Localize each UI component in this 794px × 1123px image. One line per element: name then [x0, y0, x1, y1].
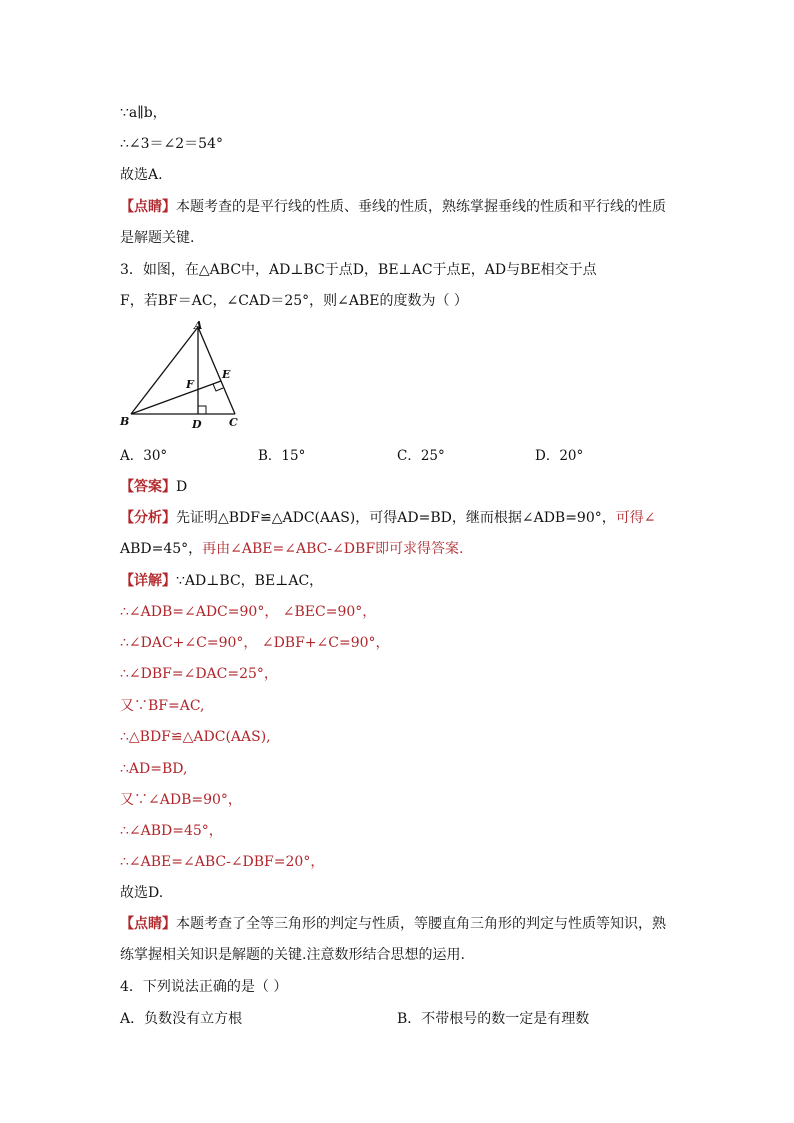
detail-step-1: ∴∠ADB=∠ADC=90°， ∠BEC=90°，: [120, 604, 377, 620]
answer-tag: 【答案】: [120, 479, 176, 495]
point-summary-2: 是解题关键.: [120, 230, 195, 246]
choose-a: 故选A.: [120, 167, 163, 183]
detail-step-5: ∴△BDF≌△ADC(AAS),: [120, 729, 271, 745]
point-line-2: 练掌握相关知识是解题的关键.注意数形结合思想的运用.: [120, 947, 465, 963]
detail-step-6: ∴AD=BD,: [120, 761, 188, 777]
detail-step-8: ∴∠ABD=45°，: [120, 823, 223, 839]
option-b: B．15°: [258, 448, 306, 464]
detail-step-2: ∴∠DAC+∠C=90°， ∠DBF+∠C=90°，: [120, 635, 390, 651]
option-a: A．30°: [120, 448, 168, 464]
detail-step-10: 故选D.: [120, 885, 164, 901]
analysis-text-2: 可得∠: [615, 510, 656, 526]
analysis-line-1: [120, 509, 655, 527]
label-f: F: [186, 378, 194, 391]
question-4-option-b: B．不带根号的数一定是有理数: [397, 1011, 590, 1027]
question-4-option-a: A．负数没有立方根: [120, 1011, 243, 1027]
detail-step-9: ∴∠ABE=∠ABC-∠DBF=20°，: [120, 854, 325, 870]
analysis-tag: 【分析】: [120, 510, 176, 526]
analysis-text-4: 再由∠ABE=∠ABC-∠DBF即可求得答案.: [202, 541, 464, 557]
question-4-stem: 4．下列说法正确的是（ ）: [120, 979, 288, 995]
label-e: E: [222, 368, 231, 381]
option-d: D．20°: [535, 448, 584, 464]
point-text: 本题考查的是平行线的性质、垂线的性质，熟练掌握垂线的性质和平行线的性质: [176, 199, 666, 215]
point-text-1: 本题考查了全等三角形的判定与性质，等腰直角三角形的判定与性质等知识，熟: [176, 916, 666, 932]
label-d: D: [192, 418, 202, 431]
label-b: B: [120, 415, 130, 428]
label-c: C: [229, 416, 238, 429]
point-tag: 【点睛】: [120, 199, 176, 215]
analysis-text-3: ABD=45°，: [120, 541, 203, 557]
conclusion-angle: ∴∠3＝∠2＝54°: [120, 136, 223, 152]
right-angle-mark-e: [213, 384, 223, 391]
triangle-figure: [118, 318, 246, 432]
answer-value: D: [176, 479, 188, 495]
detail-step-7: 又∵∠ADB=90°，: [120, 792, 242, 808]
detail-head: [120, 572, 323, 590]
detail-head-text: ∵AD⊥BC，BE⊥AC，: [176, 573, 324, 589]
point-tag-2: 【点睛】: [120, 916, 176, 932]
detail-step-4: 又∵BF=AC,: [120, 698, 205, 714]
option-c: C．25°: [397, 448, 445, 464]
right-angle-mark-d: [198, 406, 206, 414]
detail-step-3: ∴∠DBF=∠DAC=25°，: [120, 666, 278, 682]
question-3-stem-1: 3．如图，在△ABC中，AD⊥BC于点D，BE⊥AC于点E，AD与BE相交于点: [120, 262, 597, 278]
side-ab: [131, 327, 198, 414]
answer-line: [120, 478, 187, 496]
analysis-line-2: [120, 540, 464, 558]
label-a: A: [194, 319, 203, 332]
question-3-stem-2: F，若BF＝AC，∠CAD＝25°，则∠ABE的度数为（ ）: [120, 293, 468, 309]
analysis-text-1: 先证明△BDF≌△ADC(AAS)，可得AD=BD，继而根据∠ADB=90°，: [176, 510, 616, 526]
given-parallel: ∵a∥b，: [120, 105, 167, 121]
point-summary-1: [120, 198, 666, 216]
detail-tag: 【详解】: [120, 573, 176, 589]
point-line-1: [120, 915, 666, 933]
